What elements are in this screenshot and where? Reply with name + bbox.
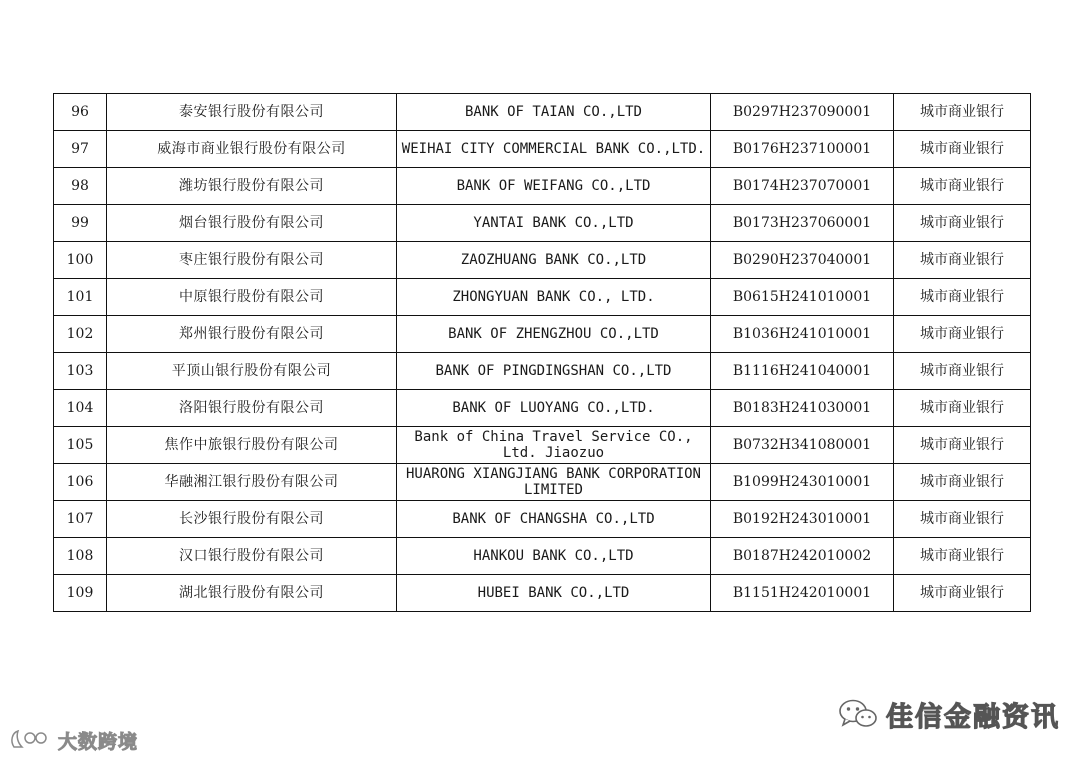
row-number-cell: 105: [54, 427, 107, 464]
bank-type-cell: 城市商业银行: [894, 538, 1031, 575]
bank-type-cell: 城市商业银行: [894, 575, 1031, 612]
table-row: [54, 464, 1031, 501]
watermark-jiaxin: [838, 694, 1060, 734]
bank-list-table: [53, 93, 1031, 612]
table-body: [54, 94, 1031, 612]
row-number-cell: 102: [54, 316, 107, 353]
english-name-cell: BANK OF WEIFANG CO.,LTD: [397, 168, 711, 205]
row-number-cell: 109: [54, 575, 107, 612]
row-number-cell: 106: [54, 464, 107, 501]
row-number-cell: 101: [54, 279, 107, 316]
english-name-cell: BANK OF PINGDINGSHAN CO.,LTD: [397, 353, 711, 390]
watermark-dashujuajing: [8, 726, 138, 754]
chinese-name-cell: 湖北银行股份有限公司: [107, 575, 397, 612]
bank-type-cell: 城市商业银行: [894, 390, 1031, 427]
institution-code-cell: B1151H242010001: [711, 575, 894, 612]
institution-code-cell: B0176H237100001: [711, 131, 894, 168]
english-name-cell: HUBEI BANK CO.,LTD: [397, 575, 711, 612]
institution-code-cell: B0187H242010002: [711, 538, 894, 575]
institution-code-cell: B0174H237070001: [711, 168, 894, 205]
chinese-name-cell: 洛阳银行股份有限公司: [107, 390, 397, 427]
table-row: [54, 316, 1031, 353]
english-name-cell: BANK OF ZHENGZHOU CO.,LTD: [397, 316, 711, 353]
table-row: [54, 279, 1031, 316]
watermark-right-text: 佳信金融资讯: [886, 701, 1060, 733]
bank-type-cell: 城市商业银行: [894, 205, 1031, 242]
row-number-cell: 97: [54, 131, 107, 168]
table-row: [54, 242, 1031, 279]
row-number-cell: 104: [54, 390, 107, 427]
table-row: [54, 205, 1031, 242]
chinese-name-cell: 威海市商业银行股份有限公司: [107, 131, 397, 168]
table-row: [54, 390, 1031, 427]
table-row: [54, 94, 1031, 131]
institution-code-cell: B1116H241040001: [711, 353, 894, 390]
row-number-cell: 98: [54, 168, 107, 205]
english-name-cell: HANKOU BANK CO.,LTD: [397, 538, 711, 575]
english-name-cell: BANK OF LUOYANG CO.,LTD.: [397, 390, 711, 427]
bank-type-cell: 城市商业银行: [894, 353, 1031, 390]
table-row: [54, 575, 1031, 612]
institution-code-cell: B1036H241010001: [711, 316, 894, 353]
institution-code-cell: B0732H341080001: [711, 427, 894, 464]
institution-code-cell: B0297H237090001: [711, 94, 894, 131]
table-row: [54, 501, 1031, 538]
bank-type-cell: 城市商业银行: [894, 279, 1031, 316]
english-name-cell: BANK OF TAIAN CO.,LTD: [397, 94, 711, 131]
row-number-cell: 96: [54, 94, 107, 131]
row-number-cell: 99: [54, 205, 107, 242]
chinese-name-cell: 泰安银行股份有限公司: [107, 94, 397, 131]
institution-code-cell: B0192H243010001: [711, 501, 894, 538]
institution-code-cell: B0615H241010001: [711, 279, 894, 316]
watermark-left-text: 大数跨境: [58, 730, 139, 753]
chinese-name-cell: 枣庄银行股份有限公司: [107, 242, 397, 279]
english-name-cell: WEIHAI CITY COMMERCIAL BANK CO.,LTD.: [397, 131, 711, 168]
table-row: [54, 131, 1031, 168]
chinese-name-cell: 汉口银行股份有限公司: [107, 538, 397, 575]
institution-code-cell: B0173H237060001: [711, 205, 894, 242]
bank-type-cell: 城市商业银行: [894, 242, 1031, 279]
english-name-cell: ZHONGYUAN BANK CO., LTD.: [397, 279, 711, 316]
english-name-cell: YANTAI BANK CO.,LTD: [397, 205, 711, 242]
chinese-name-cell: 中原银行股份有限公司: [107, 279, 397, 316]
chinese-name-cell: 烟台银行股份有限公司: [107, 205, 397, 242]
row-number-cell: 107: [54, 501, 107, 538]
row-number-cell: 100: [54, 242, 107, 279]
table-row: [54, 353, 1031, 390]
wechat-icon: [838, 698, 878, 730]
chinese-name-cell: 郑州银行股份有限公司: [107, 316, 397, 353]
chinese-name-cell: 焦作中旅银行股份有限公司: [107, 427, 397, 464]
row-number-cell: 108: [54, 538, 107, 575]
bank-type-cell: 城市商业银行: [894, 316, 1031, 353]
institution-code-cell: B0183H241030001: [711, 390, 894, 427]
english-name-cell: ZAOZHUANG BANK CO.,LTD: [397, 242, 711, 279]
english-name-cell: HUARONG XIANGJIANG BANK CORPORATION LIMITED: [397, 464, 711, 501]
table-row: [54, 168, 1031, 205]
bank-type-cell: 城市商业银行: [894, 427, 1031, 464]
row-number-cell: 103: [54, 353, 107, 390]
institution-code-cell: B1099H243010001: [711, 464, 894, 501]
chinese-name-cell: 华融湘江银行股份有限公司: [107, 464, 397, 501]
bank-type-cell: 城市商业银行: [894, 168, 1031, 205]
chinese-name-cell: 平顶山银行股份有限公司: [107, 353, 397, 390]
bank-type-cell: 城市商业银行: [894, 501, 1031, 538]
english-name-cell: BANK OF CHANGSHA CO.,LTD: [397, 501, 711, 538]
bank-type-cell: 城市商业银行: [894, 131, 1031, 168]
table-row: [54, 538, 1031, 575]
chinese-name-cell: 长沙银行股份有限公司: [107, 501, 397, 538]
english-name-cell: Bank of China Travel Service CO., Ltd. Jiaozuo: [397, 427, 711, 464]
table-row: [54, 427, 1031, 464]
chinese-name-cell: 潍坊银行股份有限公司: [107, 168, 397, 205]
bank-type-cell: 城市商业银行: [894, 94, 1031, 131]
institution-code-cell: B0290H237040001: [711, 242, 894, 279]
bank-type-cell: 城市商业银行: [894, 464, 1031, 501]
watermark-logo-icon: [8, 727, 52, 753]
